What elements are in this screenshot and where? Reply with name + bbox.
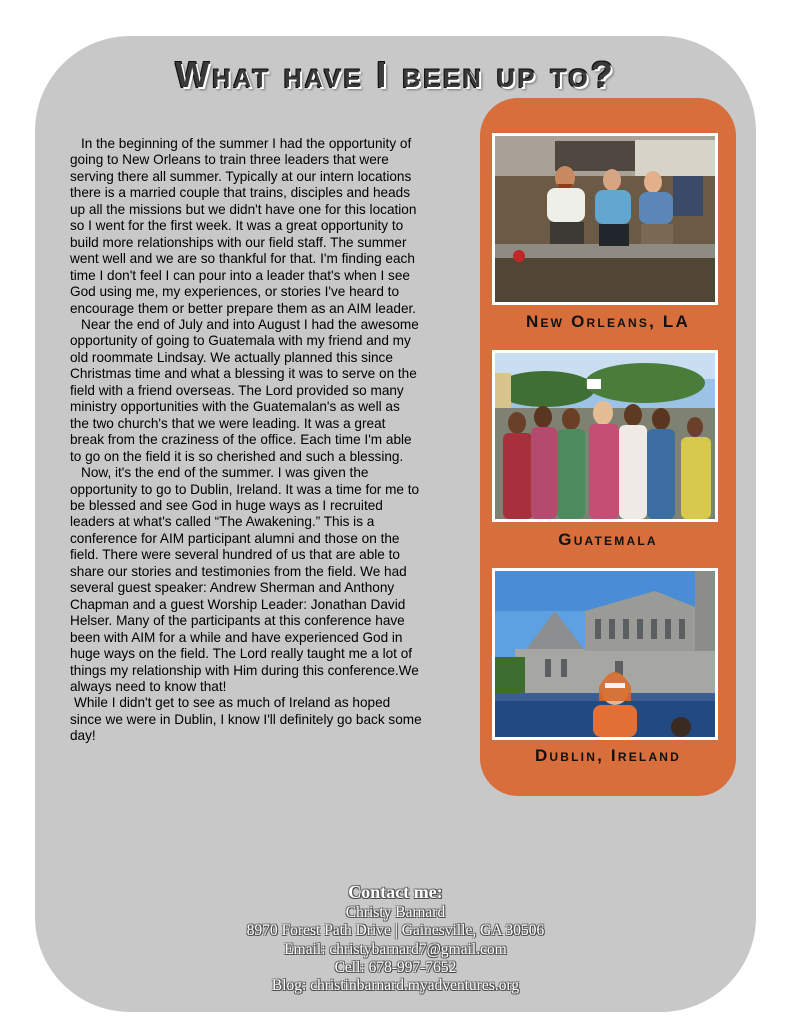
- contact-blog: Blog: christinbarnard.myadventures.org: [271, 977, 520, 994]
- story-paragraph-closing: While I didn't get to see as much of Ireland as hoped since we were in Dublin, I know I'll definitely go back some day!: [70, 695, 422, 744]
- caption-new-orleans: New Orleans, LA: [526, 312, 690, 331]
- caption-guatemala: Guatemala: [558, 530, 658, 549]
- page-title: What have I been up to?: [175, 54, 616, 95]
- contact-address: 8970 Forest Path Drive | Gainesville, GA 30506: [246, 922, 545, 939]
- story-paragraph-new-orleans: In the beginning of the summer I had the opportunity of going to New Orleans to train three leaders that were serving there all summer. Typically at our intern locations there is a married couple that trains, disciples and heads up all the missions but we didn't have one for this location so I went for the first week. It was a great opportunity to build more relationships with our field staff. The summer went well and we are so thankful for that. I'm finding each time I don't feel I can pour into a leader that's when I see God using me, my experiences, or stories I've heard to encourage them or better prepare them as an AIM leader.: [70, 136, 417, 316]
- story-column: [70, 136, 422, 745]
- photo-dublin: [492, 568, 718, 740]
- caption-dublin: Dublin, Ireland: [534, 746, 682, 765]
- story-paragraph-dublin: Now, it's the end of the summer. I was given the opportunity to go to Dublin, Ireland. It was a time for me to be blessed and see God in huge ways as I recruited leaders at what's called “The Awakening.” This is a conference for AIM participant alumni and those on the field. There were several hundred of us that are able to share our stories and testimonies from the field. We had several guest speaker: Andrew Sherman and Anthony Chapman and a guest Worship Leader: Jonathan David Helser. Many of the participants at this conference have been with AIM for a while and have experienced God in huge ways on the field. The Lord really taught me a lot of things my relationship with Him during this conference.We always need to know that!: [70, 465, 420, 694]
- story-paragraph-guatemala: Near the end of July and into August I had the awesome opportunity of going to Guatemala with my friend and my old roommate Lindsay. We actually planned this since Christmas time and what a blessing it was to serve on the field with a friend overseas. The Lord provided so many ministry opportunities with the Guatemalan's as well as the two church's that we were leading. It was a great break from the craziness of the office. Each time I'm able to go on the field it is so cherished and such a blessing.: [70, 316, 419, 464]
- photo-guatemala: [492, 350, 718, 522]
- contact-heading: Contact me:: [348, 882, 443, 902]
- contact-name: Christy Barnard: [345, 904, 446, 921]
- photo-new-orleans: [492, 133, 718, 305]
- photo-sidebar: [480, 98, 736, 796]
- contact-email: Email: christybarnard7@gmail.com: [284, 941, 507, 958]
- contact-cell: Cell: 678-997-7652: [334, 959, 457, 976]
